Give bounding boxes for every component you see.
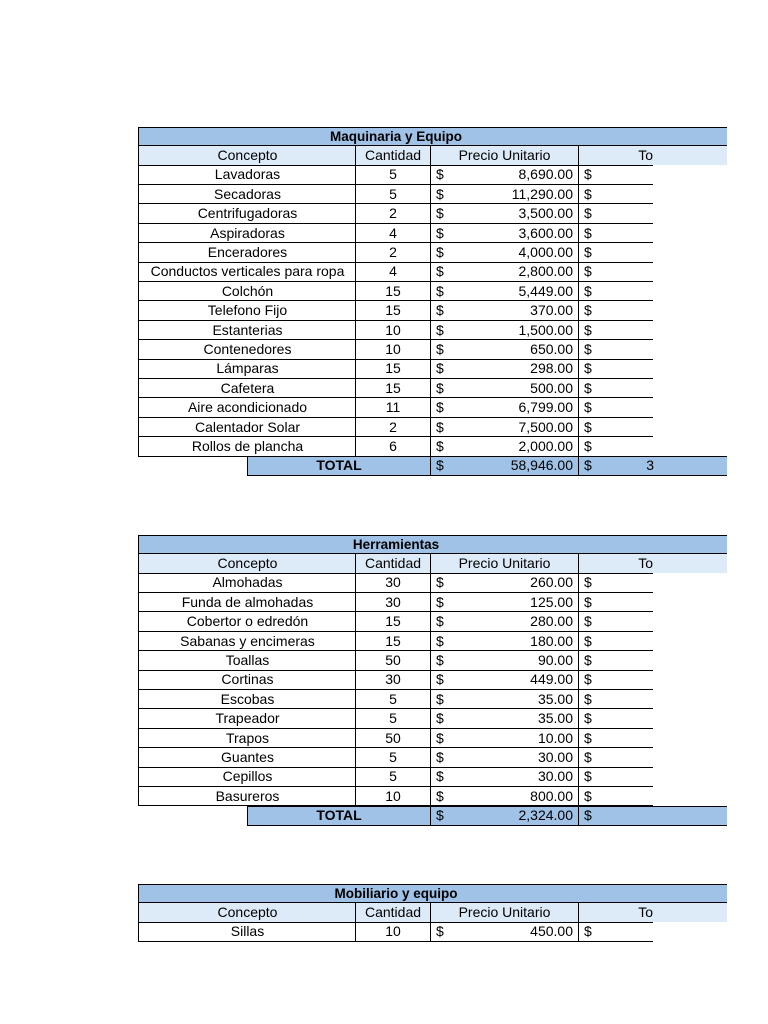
currency-symbol: $ (584, 593, 592, 610)
currency-symbol: $ (584, 457, 592, 474)
currency-symbol: $ (436, 574, 444, 591)
precio-value: 2,800.00 (518, 263, 573, 280)
column-header-cantidad: Cantidad (355, 146, 430, 166)
currency-symbol: $ (436, 710, 444, 727)
currency-symbol: $ (436, 263, 444, 280)
precio-value: 7,500.00 (518, 418, 573, 435)
table-title: Maquinaria y Equipo (138, 127, 653, 146)
precio-cell (430, 204, 578, 224)
precio-cell (430, 632, 578, 652)
currency-symbol: $ (436, 671, 444, 688)
concepto-cell: Escobas (138, 690, 356, 710)
total-precio-value: 2,324.00 (518, 807, 573, 824)
total-cell (578, 573, 653, 593)
column-header-total: To (578, 146, 653, 166)
table-title: Herramientas (138, 535, 653, 554)
currency-symbol: $ (584, 244, 592, 260)
precio-cell (430, 301, 578, 321)
concepto-cell: Funda de almohadas (138, 593, 356, 613)
currency-symbol: $ (436, 457, 444, 474)
currency-symbol: $ (584, 379, 592, 396)
total-cell (578, 729, 653, 749)
currency-symbol: $ (436, 360, 444, 377)
header-extension (653, 554, 727, 573)
cantidad-cell: 10 (355, 787, 430, 807)
currency-symbol: $ (584, 282, 592, 299)
cantidad-cell: 6 (355, 437, 430, 457)
currency-symbol: $ (436, 690, 444, 707)
concepto-cell: Telefono Fijo (138, 301, 356, 321)
cantidad-cell: 2 (355, 243, 430, 263)
currency-symbol: $ (436, 632, 444, 649)
total-cell (578, 262, 653, 282)
total-cell (578, 767, 653, 787)
cantidad-cell: 10 (355, 340, 430, 360)
cantidad-cell: 2 (355, 418, 430, 438)
precio-value: 370.00 (530, 302, 573, 319)
cantidad-cell: 15 (355, 359, 430, 379)
cantidad-cell: 5 (355, 748, 430, 768)
total-cell (578, 359, 653, 379)
concepto-cell: Centrifugadoras (138, 204, 356, 224)
precio-value: 800.00 (530, 787, 573, 804)
currency-symbol: $ (584, 302, 592, 319)
cantidad-cell: 15 (355, 379, 430, 399)
concepto-cell: Sabanas y encimeras (138, 632, 356, 652)
currency-symbol: $ (436, 244, 444, 260)
cantidad-cell: 50 (355, 651, 430, 671)
precio-value: 90.00 (537, 652, 573, 668)
concepto-cell: Lavadoras (138, 165, 356, 185)
cantidad-cell: 10 (355, 321, 430, 341)
column-header-cantidad: Cantidad (355, 903, 430, 923)
precio-value: 650.00 (530, 341, 573, 357)
total-cell (578, 282, 653, 302)
column-header-precio: Precio Unitario (430, 554, 578, 574)
precio-value: 2,000.00 (518, 438, 573, 454)
currency-symbol: $ (436, 418, 444, 435)
total-cell (578, 437, 653, 457)
precio-value: 30.00 (537, 768, 573, 785)
cantidad-cell: 11 (355, 398, 430, 418)
total-precio-cell (430, 806, 578, 826)
column-header-cantidad: Cantidad (355, 554, 430, 574)
cantidad-cell: 5 (355, 690, 430, 710)
currency-symbol: $ (584, 399, 592, 416)
table-title-extension (653, 884, 727, 903)
cantidad-cell: 5 (355, 165, 430, 185)
total-cell (578, 922, 653, 942)
currency-symbol: $ (584, 360, 592, 377)
header-extension (653, 903, 727, 922)
precio-cell (430, 612, 578, 632)
concepto-cell: Aire acondicionado (138, 398, 356, 418)
currency-symbol: $ (584, 613, 592, 630)
precio-value: 450.00 (530, 923, 573, 940)
cantidad-cell: 5 (355, 185, 430, 205)
cantidad-cell: 5 (355, 709, 430, 729)
currency-symbol: $ (584, 749, 592, 765)
total-label: TOTAL (247, 456, 430, 475)
currency-symbol: $ (436, 224, 444, 241)
precio-value: 500.00 (530, 379, 573, 396)
cantidad-cell: 15 (355, 282, 430, 302)
total-total-cell (578, 456, 653, 476)
precio-value: 10.00 (537, 729, 573, 746)
precio-cell (430, 573, 578, 593)
precio-cell (430, 165, 578, 185)
concepto-cell: Cobertor o edredón (138, 612, 356, 632)
currency-symbol: $ (436, 749, 444, 765)
cantidad-cell: 15 (355, 632, 430, 652)
currency-symbol: $ (584, 710, 592, 727)
precio-cell (430, 262, 578, 282)
precio-cell (430, 748, 578, 768)
precio-value: 260.00 (530, 574, 573, 591)
currency-symbol: $ (436, 166, 444, 183)
precio-value: 11,290.00 (511, 185, 573, 202)
precio-cell (430, 787, 578, 807)
total-cell (578, 709, 653, 729)
precio-value: 3,600.00 (518, 224, 573, 241)
total-cell (578, 632, 653, 652)
cantidad-cell: 30 (355, 670, 430, 690)
precio-value: 4,000.00 (518, 244, 573, 260)
column-header-concepto: Concepto (138, 554, 356, 574)
concepto-cell: Conductos verticales para ropa (138, 262, 356, 282)
currency-symbol: $ (584, 671, 592, 688)
cantidad-cell: 2 (355, 204, 430, 224)
precio-cell (430, 359, 578, 379)
concepto-cell: Aspiradoras (138, 224, 356, 244)
currency-symbol: $ (584, 185, 592, 202)
concepto-cell: Rollos de plancha (138, 437, 356, 457)
currency-symbol: $ (436, 438, 444, 454)
concepto-cell: Trapos (138, 729, 356, 749)
column-header-total: To (578, 903, 653, 923)
total-label: TOTAL (247, 806, 430, 825)
precio-value: 35.00 (537, 690, 573, 707)
precio-value: 1,500.00 (518, 321, 573, 338)
precio-cell (430, 767, 578, 787)
precio-cell (430, 922, 578, 942)
total-cell (578, 204, 653, 224)
column-header-concepto: Concepto (138, 146, 356, 166)
column-header-total: To (578, 554, 653, 574)
currency-symbol: $ (436, 379, 444, 396)
total-total-cell (578, 806, 653, 826)
currency-symbol: $ (436, 282, 444, 299)
concepto-cell: Basureros (138, 787, 356, 807)
currency-symbol: $ (436, 729, 444, 746)
concepto-cell: Estanterias (138, 321, 356, 341)
concepto-cell: Guantes (138, 748, 356, 768)
currency-symbol: $ (584, 438, 592, 454)
precio-cell (430, 282, 578, 302)
currency-symbol: $ (584, 418, 592, 435)
concepto-cell: Sillas (138, 922, 356, 942)
currency-symbol: $ (584, 923, 592, 940)
precio-cell (430, 437, 578, 457)
precio-cell (430, 379, 578, 399)
currency-symbol: $ (584, 341, 592, 357)
precio-value: 280.00 (530, 613, 573, 630)
currency-symbol: $ (584, 321, 592, 338)
precio-value: 3,500.00 (518, 205, 573, 222)
currency-symbol: $ (584, 263, 592, 280)
cantidad-cell: 4 (355, 224, 430, 244)
currency-symbol: $ (436, 341, 444, 357)
currency-symbol: $ (584, 652, 592, 668)
currency-symbol: $ (584, 574, 592, 591)
precio-value: 298.00 (530, 360, 573, 377)
currency-symbol: $ (436, 302, 444, 319)
cantidad-cell: 30 (355, 573, 430, 593)
concepto-cell: Trapeador (138, 709, 356, 729)
total-cell (578, 224, 653, 244)
currency-symbol: $ (584, 690, 592, 707)
currency-symbol: $ (436, 613, 444, 630)
cantidad-cell: 5 (355, 767, 430, 787)
currency-symbol: $ (436, 923, 444, 940)
concepto-cell: Calentador Solar (138, 418, 356, 438)
precio-value: 125.00 (530, 593, 573, 610)
precio-cell (430, 321, 578, 341)
precio-value: 35.00 (537, 710, 573, 727)
table-title-extension (653, 535, 727, 554)
total-cell (578, 690, 653, 710)
precio-cell (430, 418, 578, 438)
precio-value: 180.00 (530, 632, 573, 649)
column-header-precio: Precio Unitario (430, 146, 578, 166)
header-extension (653, 146, 727, 165)
total-cell (578, 321, 653, 341)
currency-symbol: $ (436, 399, 444, 416)
total-cell (578, 651, 653, 671)
total-cell (578, 243, 653, 263)
precio-cell (430, 185, 578, 205)
concepto-cell: Colchón (138, 282, 356, 302)
total-cell (578, 398, 653, 418)
precio-cell (430, 709, 578, 729)
precio-cell (430, 593, 578, 613)
concepto-cell: Toallas (138, 651, 356, 671)
precio-value: 30.00 (537, 749, 573, 765)
currency-symbol: $ (584, 205, 592, 222)
total-cell (578, 670, 653, 690)
total-precio-cell (430, 456, 578, 476)
currency-symbol: $ (436, 185, 444, 202)
total-total-value: 3 (646, 457, 654, 474)
total-cell (578, 612, 653, 632)
table-title: Mobiliario y equipo (138, 884, 653, 903)
cantidad-cell: 4 (355, 262, 430, 282)
concepto-cell: Contenedores (138, 340, 356, 360)
currency-symbol: $ (436, 787, 444, 804)
cantidad-cell: 10 (355, 922, 430, 942)
concepto-cell: Cepillos (138, 767, 356, 787)
total-cell (578, 418, 653, 438)
precio-value: 449.00 (530, 671, 573, 688)
cantidad-cell: 15 (355, 612, 430, 632)
total-cell (578, 185, 653, 205)
currency-symbol: $ (436, 652, 444, 668)
currency-symbol: $ (436, 768, 444, 785)
precio-cell (430, 670, 578, 690)
precio-cell (430, 729, 578, 749)
concepto-cell: Almohadas (138, 573, 356, 593)
column-header-concepto: Concepto (138, 903, 356, 923)
currency-symbol: $ (584, 632, 592, 649)
total-cell (578, 340, 653, 360)
precio-cell (430, 690, 578, 710)
precio-cell (430, 243, 578, 263)
currency-symbol: $ (436, 593, 444, 610)
cantidad-cell: 15 (355, 301, 430, 321)
total-cell (578, 748, 653, 768)
total-cell (578, 301, 653, 321)
precio-value: 6,799.00 (518, 399, 573, 416)
currency-symbol: $ (584, 224, 592, 241)
cantidad-cell: 50 (355, 729, 430, 749)
precio-cell (430, 224, 578, 244)
currency-symbol: $ (436, 321, 444, 338)
total-cell (578, 593, 653, 613)
currency-symbol: $ (584, 807, 592, 824)
total-cell (578, 379, 653, 399)
total-cell (578, 787, 653, 807)
cantidad-cell: 30 (355, 593, 430, 613)
precio-value: 8,690.00 (518, 166, 573, 183)
concepto-cell: Enceradores (138, 243, 356, 263)
total-precio-value: 58,946.00 (510, 457, 573, 474)
concepto-cell: Secadoras (138, 185, 356, 205)
currency-symbol: $ (436, 205, 444, 222)
currency-symbol: $ (584, 729, 592, 746)
concepto-cell: Cafetera (138, 379, 356, 399)
concepto-cell: Lámparas (138, 359, 356, 379)
precio-cell (430, 340, 578, 360)
precio-cell (430, 398, 578, 418)
concepto-cell: Cortinas (138, 670, 356, 690)
table-title-extension (653, 127, 727, 146)
currency-symbol: $ (436, 807, 444, 824)
column-header-precio: Precio Unitario (430, 903, 578, 923)
currency-symbol: $ (584, 768, 592, 785)
precio-cell (430, 651, 578, 671)
currency-symbol: $ (584, 166, 592, 183)
currency-symbol: $ (584, 787, 592, 804)
precio-value: 5,449.00 (518, 282, 573, 299)
total-cell (578, 165, 653, 185)
